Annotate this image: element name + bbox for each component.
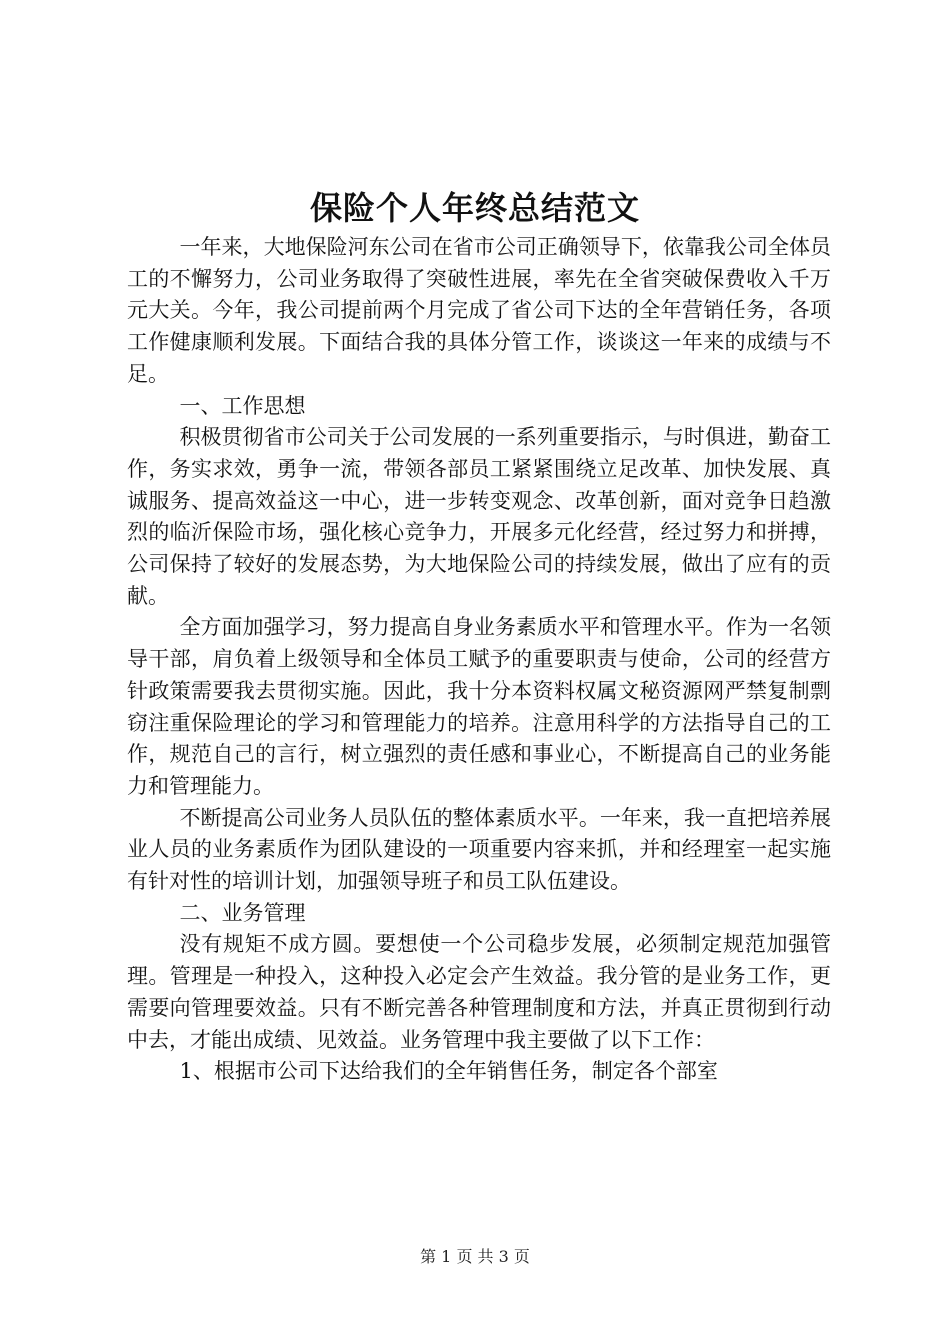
page-footer: 第 1 页 共 3 页 — [420, 1247, 530, 1266]
paragraph-intro: 一年来，大地保险河东公司在省市公司正确领导下，依靠我公司全体员工的不懈努力，公司业务取得了突破性进展，率先在全省突破保费收入千万元大关。今年，我公司提前两个月完成了省公司下达的全年营销任务，各项工作健康顺利发展。下面结合我的具体分管工作，谈谈这一年来的成绩与不足。 — [127, 235, 831, 386]
paragraph-learning: 全方面加强学习，努力提高自身业务素质水平和管理水平。作为一名领导干部，肩负着上级领导和全体员工赋予的重要职责与使命，公司的经营方针政策需要我去贯彻实施。因此，我十分本资料权属文秘资源网严禁复制剽窃注重保险理论的学习和管理能力的培养。注意用科学的方法指导自己的工作，规范自己的言行，树立强烈的责任感和事业心，不断提高自己的业务能力和管理能力。 — [127, 615, 831, 798]
section-heading-work-thinking: 一、工作思想 — [179, 393, 306, 418]
document-title: 保险个人年终总结范文 — [309, 189, 640, 227]
paragraph-work-thinking: 积极贯彻省市公司关于公司发展的一系列重要指示，与时俱进，勤奋工作，务实求效，勇争一流，带领各部员工紧紧围绕立足改革、加快发展、真诚服务、提高效益这一中心，进一步转变观念、改革创新，面对竞争日趋激烈的临沂保险市场，强化核心竞争力，开展多元化经营，经过努力和拼搏，公司保持了较好的发展态势，为大地保险公司的持续发展，做出了应有的贡献。 — [127, 425, 831, 608]
paragraph-team-quality: 不断提高公司业务人员队伍的整体素质水平。一年来，我一直把培养展业人员的业务素质作为团队建设的一项重要内容来抓，并和经理室一起实施有针对性的培训计划，加强领导班子和员工队伍建设。 — [127, 805, 831, 894]
section-heading-business-management: 二、业务管理 — [179, 900, 306, 925]
paragraph-business-management: 没有规矩不成方圆。要想使一个公司稳步发展，必须制定规范加强管理。管理是一种投入，这种投入必定会产生效益。我分管的是业务工作，更需要向管理要效益。只有不断完善各种管理制度和方法，并真正贯彻到行动中去，才能出成绩、见效益。业务管理中我主要做了以下工作： — [127, 932, 831, 1052]
paragraph-item-1: 1、根据市公司下达给我们的全年销售任务，制定各个部室 — [179, 1059, 718, 1084]
document-body — [127, 232, 831, 1088]
